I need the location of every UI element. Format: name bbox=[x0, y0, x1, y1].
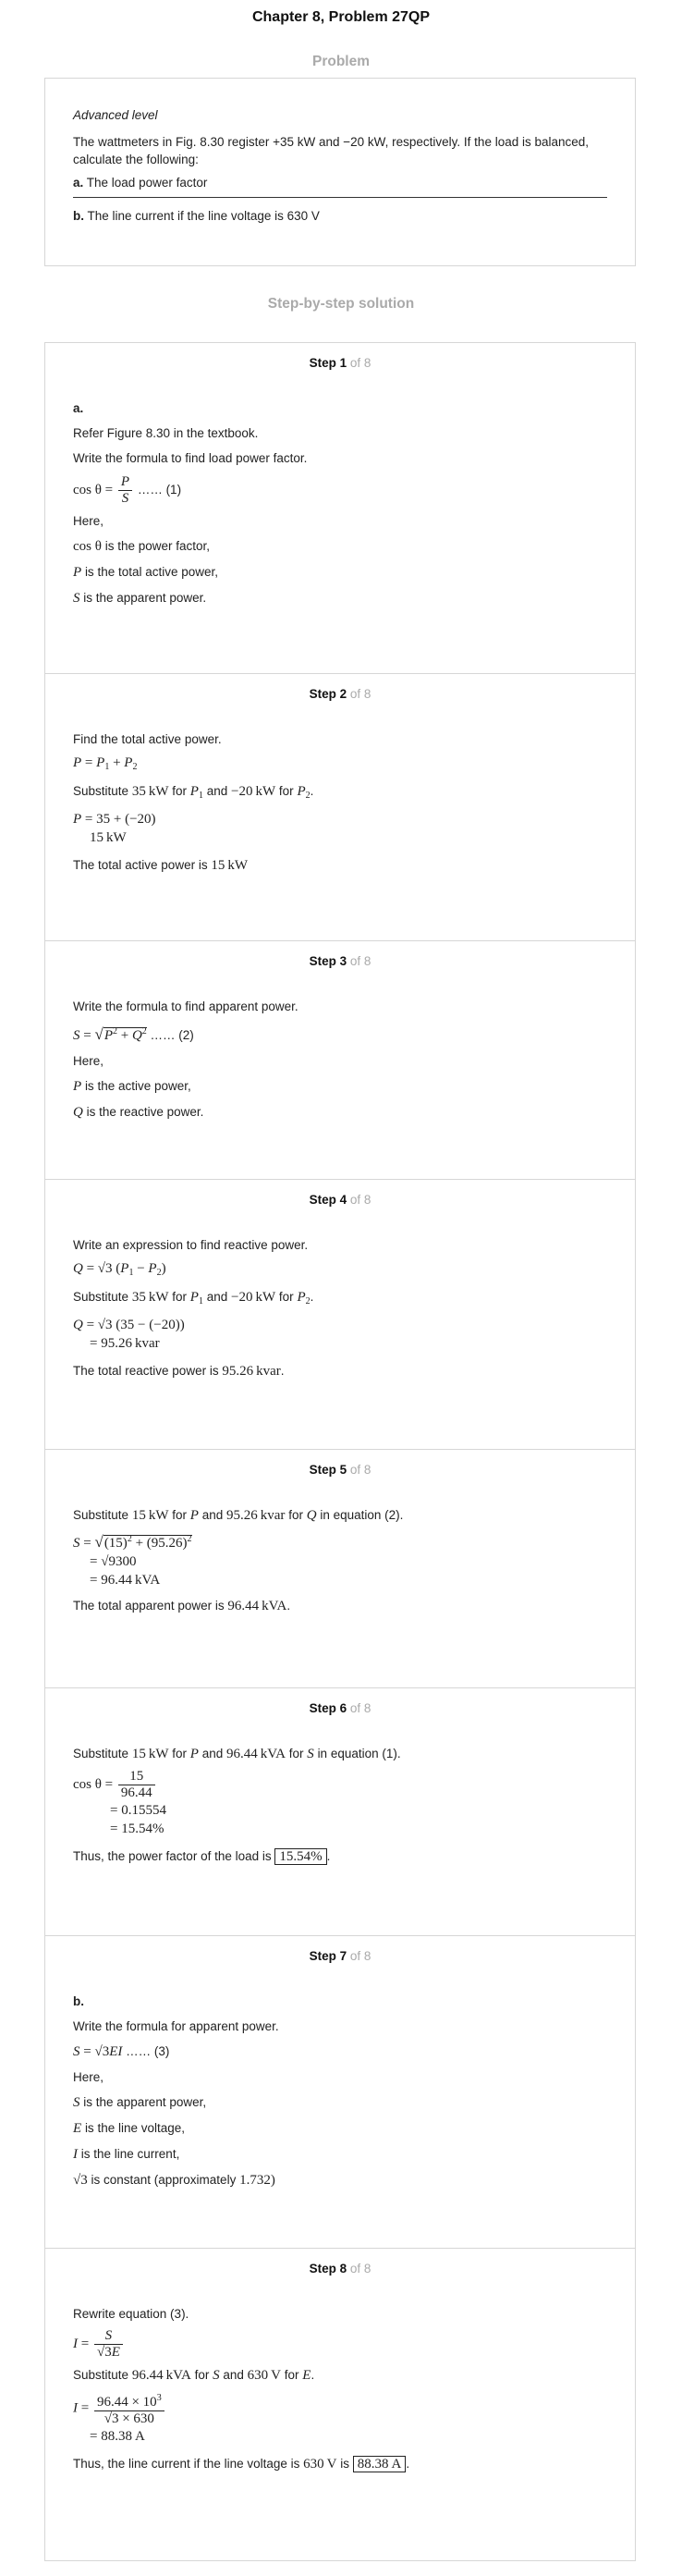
step-7-intro: Write the formula for apparent power. bbox=[73, 2019, 279, 2033]
problem-heading: Problem bbox=[311, 54, 370, 69]
step-1-header: Step 1 of 8 bbox=[309, 356, 371, 370]
step-7-here: Here, bbox=[73, 2070, 104, 2084]
step-8-header: Step 8 of 8 bbox=[309, 2262, 371, 2275]
step-8-calc-1: I = $\frac{96.44 \times 10^3}{√3 \times 630}$ bbox=[73, 2390, 607, 2427]
step-4-calc-2: = 95.26 kvar bbox=[90, 1336, 160, 1351]
step-2-formula: $P = P_1 + P_2$ bbox=[73, 755, 138, 772]
step-2 bbox=[45, 674, 635, 875]
step-1-formula: cos θ = $\frac{P}{S}$ …… (1) bbox=[73, 474, 182, 506]
step-2-substitute: Substitute 35 kW for $P_1$ and −20 kW for $P_2$. bbox=[73, 784, 314, 801]
step-4-header: Step 4 of 8 bbox=[309, 1193, 371, 1207]
step-6-calc-3: = 15.54% bbox=[110, 1822, 164, 1836]
step-6 bbox=[45, 1688, 635, 1866]
problem-part-b: b. The line current if the line voltage is 630 V bbox=[73, 209, 320, 223]
step-3-def-2: Q is the reactive power. bbox=[73, 1105, 204, 1120]
problem-card bbox=[44, 78, 636, 266]
step-8-calc-2: = 88.38 A bbox=[90, 2429, 145, 2444]
step-8-substitute: Substitute 96.44 kVA for S and 630 V for E. bbox=[73, 2368, 315, 2383]
step-4-substitute: Substitute 35 kW for $P_1$ and −20 kW for $P_2$. bbox=[73, 1290, 314, 1306]
step-2-header: Step 2 of 8 bbox=[309, 687, 371, 701]
step-1-refer: Refer Figure 8.30 in the textbook. bbox=[73, 426, 259, 440]
step-3 bbox=[45, 941, 635, 1122]
problem-statement: The wattmeters in Fig. 8.30 register +35 kW and −20 kW, respectively. If the load is balanced, calculate the following: bbox=[73, 135, 590, 166]
step-5-calc-3: = 96.44 kVA bbox=[90, 1573, 161, 1588]
step-8-result: Thus, the line current if the line voltage is 630 V is 88.38 A . bbox=[73, 2457, 410, 2472]
step-6-calc-1: cos θ = $\frac{15}{96.44}$ bbox=[73, 1769, 607, 1801]
step-7-def-3: I is the line current, bbox=[73, 2147, 180, 2162]
step-8-answer-box: 88.38 A bbox=[353, 2456, 407, 2472]
step-1 bbox=[45, 343, 635, 607]
step-1-def-2: P is the total active power, bbox=[73, 565, 219, 580]
step-7-part-label: b. bbox=[73, 1994, 84, 2008]
step-2-intro: Find the total active power. bbox=[73, 732, 222, 746]
step-1-intro: Write the formula to find load power factor. bbox=[73, 451, 308, 465]
step-7 bbox=[45, 1936, 635, 2190]
step-5-substitute: Substitute 15 kW for P and 95.26 kvar for Q in equation (2). bbox=[73, 1508, 404, 1523]
step-4-intro: Write an expression to find reactive power. bbox=[73, 1238, 309, 1252]
step-7-header: Step 7 of 8 bbox=[309, 1949, 371, 1963]
step-7-def-1: S is the apparent power, bbox=[73, 2095, 207, 2110]
step-1-part-label: a. bbox=[73, 401, 84, 415]
step-2-calc-1: P = 35 + (−20) bbox=[73, 812, 156, 827]
step-6-result: Thus, the power factor of the load is 15.54% . bbox=[73, 1849, 331, 1864]
step-3-here: Here, bbox=[73, 1054, 104, 1068]
step-5-header: Step 5 of 8 bbox=[309, 1463, 371, 1477]
step-6-header: Step 6 of 8 bbox=[309, 1701, 371, 1715]
step-4-calc-1: Q = √3 (35 − (−20)) bbox=[73, 1318, 185, 1332]
problem-level: Advanced level bbox=[73, 108, 158, 122]
step-5-result: The total apparent power is 96.44 kVA. bbox=[73, 1599, 291, 1613]
step-5-calc-1: $S = √(15)^2 + (95.26)^2$ bbox=[73, 1533, 192, 1551]
step-8-formula: I = $\frac{S}{√3E}$ bbox=[73, 2328, 607, 2361]
problem-divider bbox=[73, 197, 607, 198]
step-7-def-4: √3 is constant (approximately 1.732) bbox=[73, 2173, 275, 2188]
step-8-intro: Rewrite equation (3). bbox=[73, 2307, 189, 2321]
step-2-calc-2: 15 kW bbox=[90, 830, 127, 845]
step-2-result: The total active power is 15 kW bbox=[73, 858, 249, 873]
page-title: Chapter 8, Problem 27QP bbox=[251, 9, 431, 25]
step-7-formula: S = √3EI …… (3) bbox=[73, 2044, 170, 2059]
steps-card bbox=[44, 342, 636, 2561]
solution-heading: Step-by-step solution bbox=[267, 296, 415, 312]
step-4-result: The total reactive power is 95.26 kvar. bbox=[73, 1364, 285, 1379]
problem-part-a: a. The load power factor bbox=[73, 176, 208, 190]
step-3-def-1: P is the active power, bbox=[73, 1079, 191, 1094]
step-6-answer-box: 15.54% bbox=[274, 1848, 326, 1865]
step-5 bbox=[45, 1450, 635, 1615]
step-1-here: Here, bbox=[73, 514, 104, 528]
step-1-def-3: S is the apparent power. bbox=[73, 591, 207, 606]
step-4-formula: Q = √3 $(P_1 - P_2)$ bbox=[73, 1261, 166, 1278]
step-4 bbox=[45, 1180, 635, 1380]
step-5-calc-2: = √9300 bbox=[90, 1554, 137, 1569]
step-3-intro: Write the formula to find apparent power. bbox=[73, 1000, 298, 1013]
step-6-substitute: Substitute 15 kW for P and 96.44 kVA for S in equation (1). bbox=[73, 1747, 401, 1761]
step-6-calc-2: = 0.15554 bbox=[110, 1803, 166, 1818]
step-8 bbox=[45, 2249, 635, 2473]
step-1-def-1: cos θ is the power factor, bbox=[73, 539, 211, 554]
step-7-def-2: E is the line voltage, bbox=[73, 2121, 186, 2136]
step-3-formula: $S = √P^2 + Q^2$ …… (2) bbox=[73, 1025, 194, 1043]
step-3-header: Step 3 of 8 bbox=[309, 954, 371, 968]
